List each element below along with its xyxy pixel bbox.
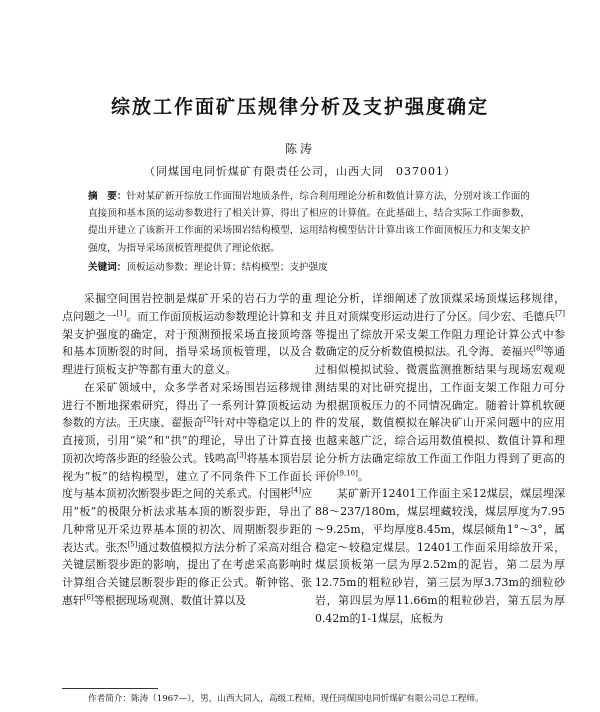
paper-affiliation: （同煤国电同忻煤矿有限责任公司，山西大同 037001） (144, 165, 456, 178)
keywords-label: 关键词： (88, 262, 127, 273)
paragraph-text: 等通过相似模拟试验、微震监测推断结果与现场宏观观测结果的对比研究提出，工作面支架工作阻力可分为根据顶板压力的不同情况确定。随着计算机软硬件的发展，数值模拟在解决矿山开采问题中的应用也越来越广泛，综合运用数值模拟、数值计算和理论分析方法确定综放工作面工作阻力得到了更高的评价 (315, 345, 565, 483)
paragraph-text: 通过数值模拟方法分析了采高对组合关键层断裂步距的影响，提出了在考虑采高影响时计算组合关键层断裂步距的修正公式。靳钟铭、张惠轩 (62, 540, 312, 607)
left-column (62, 290, 312, 610)
paragraph-text: 针对中等稳定以上的直接顶，引用“梁”和“拱”的理论，导出了计算直接顶初次垮落步距的经验公式。钱鸣高 (62, 416, 312, 465)
paragraph-text: 。 (357, 469, 369, 483)
citation: [5] (127, 539, 138, 548)
paragraph (62, 290, 312, 379)
paragraph (315, 290, 565, 485)
paragraph-text: 应用“板”的极限分析法求基本顶的断裂步距，导出了几种常见开采边界基本顶的初次、周期断裂步距的表达式。张杰 (62, 487, 312, 554)
paragraph (315, 485, 565, 627)
keywords (88, 261, 530, 275)
paper-title: 综放工作面矿压规律分析及支护强度确定 (110, 96, 489, 118)
keywords-text: 顶板运动参数；理论计算；结构模型；支护强度 (126, 262, 328, 273)
abstract-text: 针对某矿新开综放工作面围岩地质条件，综合利用理论分析和数值计算方法，分别对该工作面的直接顶和基本顶的运动参数进行了相关计算，得出了相应的计算值。在此基础上，结合实际工作面参数，提出并建立了该新开工作面的采场围岩结构模型，运用结构模型估计计算出该工作面顶板压力和支架支护强度，为指导采场顶板管理提供了理论依据。 (88, 191, 531, 254)
citation: [2] (203, 415, 214, 424)
paper-author: 陈涛 (284, 142, 315, 156)
footnote-divider (62, 688, 158, 689)
paragraph-text: 在采矿领域中，众多学者对采场围岩运移规律进行不断地探索研究，得出了一系列计算顶板运动参数的方法。王庆康、翟振奇 (62, 380, 312, 430)
right-column (315, 290, 565, 627)
citation: [9,10] (336, 468, 358, 477)
paragraph-text: 。而工作面顶板运动参数理论计算和支架支护强度的确定，对于预测预报采场直接顶垮落和基本顶断裂的时间，指导采场顶板管理，以及合理进行顶板支护等都有重大的意义。 (62, 309, 312, 376)
abstract-label: 摘 要： (88, 191, 127, 202)
paragraph-text: 采掘空间围岩控制是煤矿开采的岩石力学的重点问题之一 (62, 292, 312, 323)
abstract (88, 188, 530, 257)
paragraph-text: 等根据现场观测、数值计算以及 (93, 593, 247, 607)
author-footnote: 作者简介：陈涛（1967—），男，山西大同人，高级工程师，现任同煤国电同忻煤矿有限公司总工程师。 (88, 694, 484, 704)
paragraph (62, 379, 312, 610)
citation: [7] (555, 309, 565, 318)
citation: [4] (291, 486, 302, 495)
citation: [8] (533, 344, 544, 353)
paragraph-text: 将基本顶岩层视为“板”的结构模型，建立了不同条件下工作面长度与基本顶初次断裂步距之间的关系式。付国彬 (62, 451, 312, 501)
paragraph-text: 理论分析，详细阐述了放顶煤采场顶煤运移规律，并且对顶煤变形运动进行了分区。闫少宏、毛德兵 (315, 292, 565, 323)
paragraph-text: 等提出了综放开采支架工作阻力理论计算公式中参数确定的反分析数值模拟法。孔令海、姜福兴 (315, 327, 565, 359)
citation: [1] (116, 309, 127, 318)
citation: [6] (83, 593, 94, 602)
citation: [3] (236, 451, 247, 460)
paragraph-text: 某矿新开12401工作面主采12煤层，煤层埋深88～237/180m，煤层埋藏较浅，煤层厚度为7.95～9.25m，平均厚度8.45m，煤层倾角1°～3°，属稳定～较稳定煤层。12401工作面采用综放开采，煤层顶板第一层为厚2.52m的泥岩，第二层为厚12.75m的粗粒砂岩，第三层为厚3.73m的细粒砂岩，第四层为厚11.66m的粗粒砂岩，第五层为厚0.42m的1-1煤层，底板为 (315, 487, 565, 625)
